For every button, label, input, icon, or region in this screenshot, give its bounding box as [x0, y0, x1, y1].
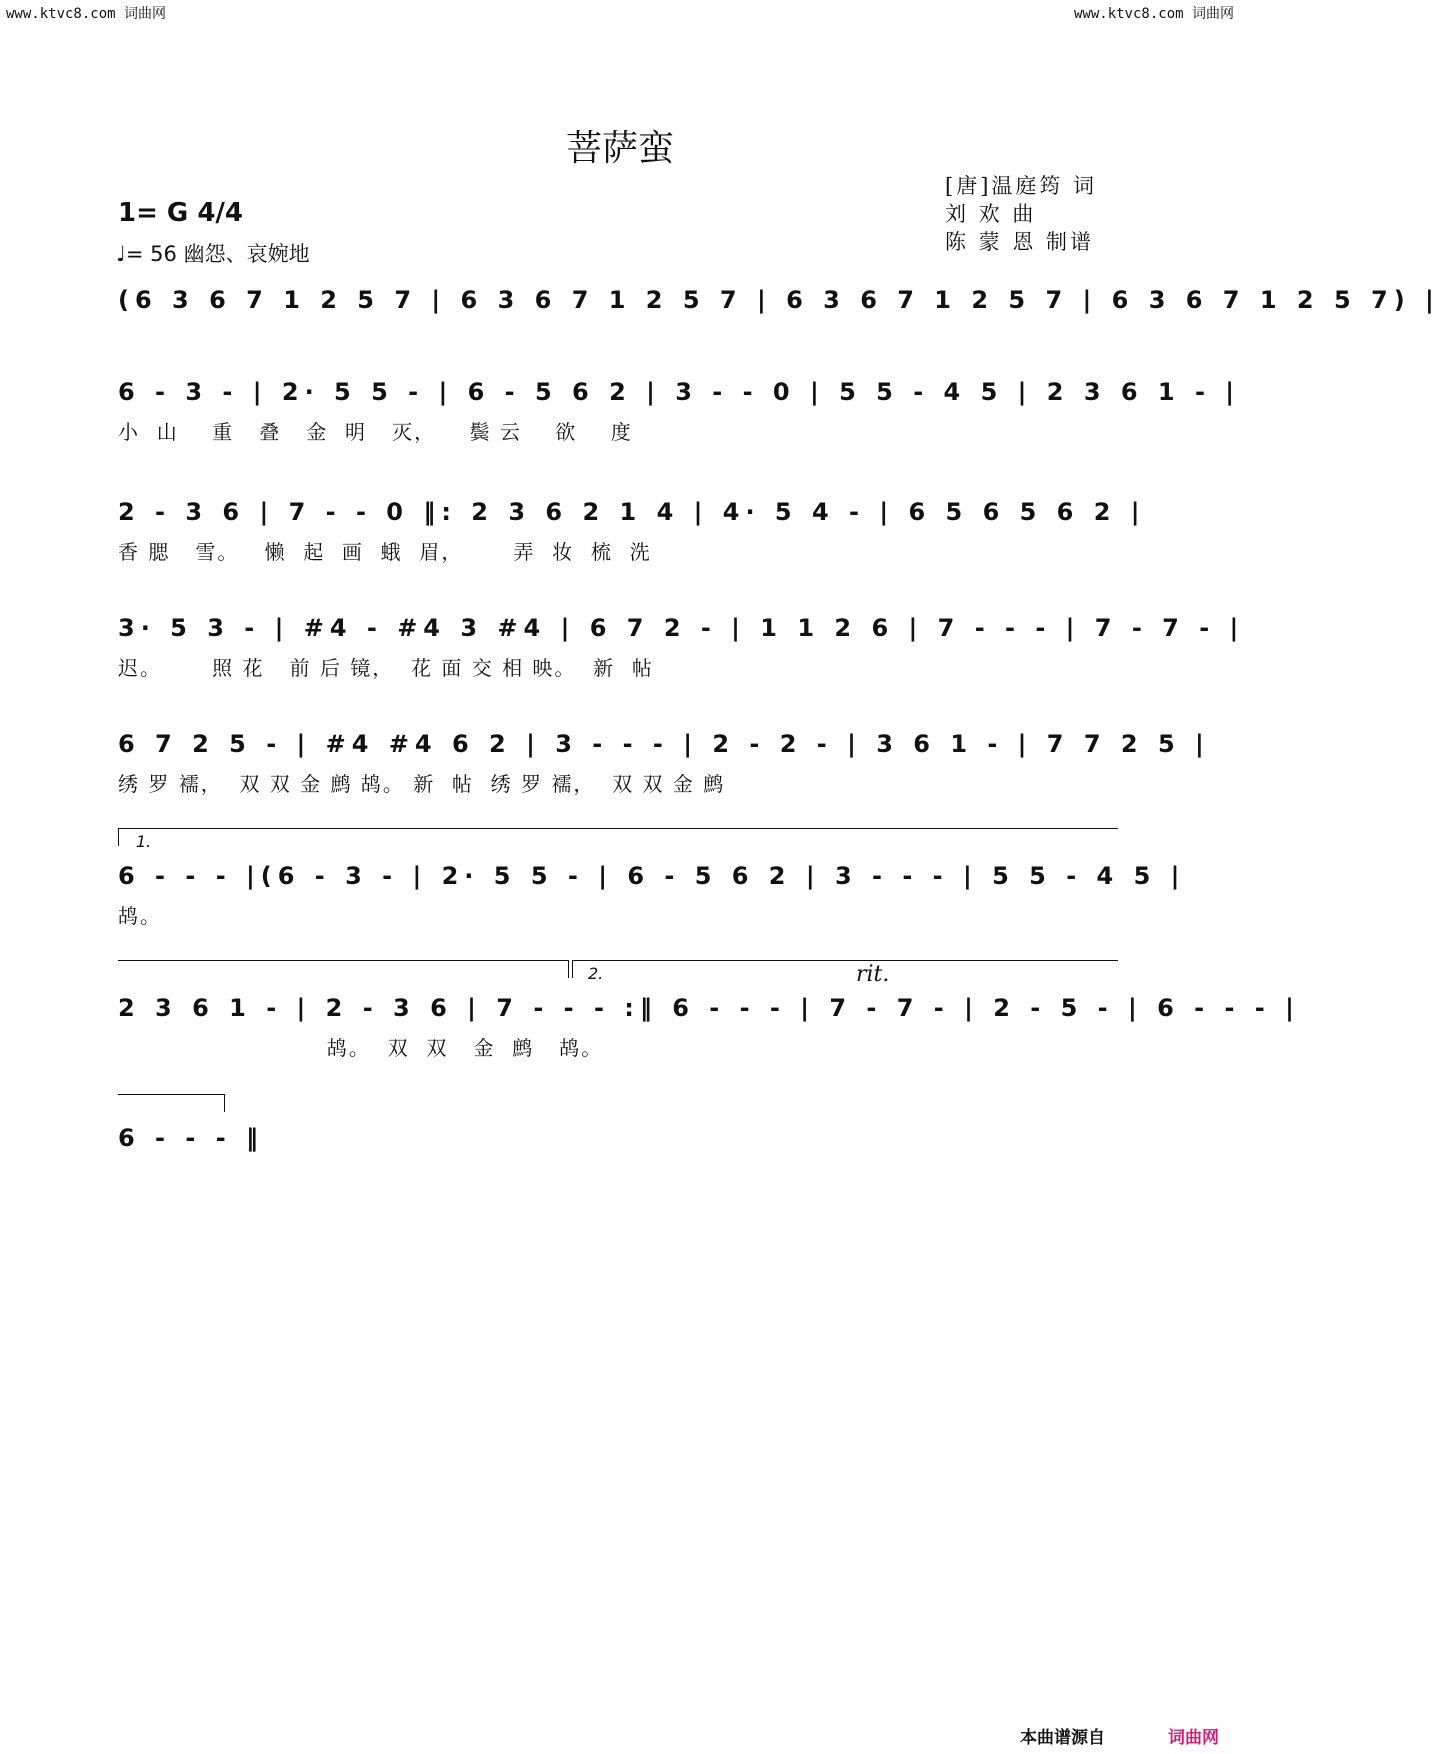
volta-1-bracket-left — [118, 828, 119, 846]
key-signature: 1= G 4/4 — [118, 198, 243, 228]
score-system-7: 2 3 6 1 - | 2 - 3 6 | 7 - - - :‖ 6 - - - | 7 - 7 - | 2 - 5 - | 6 - - - | — [118, 994, 1300, 1022]
volta-2-bracket — [572, 960, 1118, 961]
score-system-1: (6 3 6 7 1 2 5 7 | 6 3 6 7 1 2 5 7 | 6 3 6 7 1 2 5 7 | 6 3 6 7 1 2 5 7) | — [118, 286, 1440, 314]
score-system-3: 2 - 3 6 | 7 - - 0 ‖: 2 3 6 2 1 4 | 4· 5 4 - | 6 5 6 5 6 2 | — [118, 498, 1146, 526]
score-system-8: 6 - - - ‖ — [118, 1124, 265, 1152]
lyricist-credit: [唐]温庭筠 词 — [945, 174, 1098, 198]
volta-2-label: 2. — [588, 964, 604, 983]
ritardando-marking: rit. — [856, 962, 890, 987]
lyrics-system-5: 绣 罗 襦， 双 双 金 鹧 鸪。 新 帖 绣 罗 襦， 双 双 金 鹧 — [118, 772, 726, 796]
header-left: www.ktvc8.com 词曲网 — [6, 6, 167, 22]
composer-credit: 刘 欢 曲 — [945, 202, 1037, 226]
volta-2-bracket-left — [572, 960, 573, 978]
lyrics-system-6: 鸪。 — [118, 904, 162, 928]
lyrics-system-2: 小 山 重 叠 金 明 灭， 鬓 云 欲 度 — [118, 420, 633, 444]
footer-source: 本曲谱源自 — [1020, 1728, 1105, 1748]
tempo-marking: ♩= 56 幽怨、哀婉地 — [116, 242, 310, 266]
volta-1-label: 1. — [136, 832, 152, 851]
lyrics-system-4: 迟。 照 花 前 后 镜， 花 面 交 相 映。 新 帖 — [118, 656, 654, 680]
header-right: www.ktvc8.com 词曲网 — [1073, 6, 1234, 22]
volta-1-bracket-continued — [118, 960, 568, 961]
score-system-5: 6 7 2 5 - | #4 #4 6 2 | 3 - - - | 2 - 2 - | 3 6 1 - | 7 7 2 5 | — [118, 730, 1210, 758]
volta-1-bracket — [118, 828, 1118, 829]
score-system-4: 3· 5 3 - | #4 - #4 3 #4 | 6 7 2 - | 1 1 2 6 | 7 - - - | 7 - 7 - | — [118, 614, 1245, 642]
score-system-6: 6 - - - |(6 - 3 - | 2· 5 5 - | 6 - 5 6 2 | 3 - - - | 5 5 - 4 5 | — [118, 862, 1186, 890]
lyrics-system-3: 香 腮 雪。 懒 起 画 蛾 眉， 弄 妆 梳 洗 — [118, 540, 652, 564]
score-system-2: 6 - 3 - | 2· 5 5 - | 6 - 5 6 2 | 3 - - 0 | 5 5 - 4 5 | 2 3 6 1 - | — [118, 378, 1241, 406]
lyrics-system-7: 鸪。 双 双 金 鹧 鸪。 — [118, 1036, 604, 1060]
page-title: 菩萨蛮 — [565, 128, 674, 169]
volta-2-bracket-end — [224, 1094, 225, 1112]
volta-2-bracket-continued — [118, 1094, 224, 1095]
arranger-credit: 陈 蒙 恩 制谱 — [945, 230, 1095, 254]
footer-brand[interactable]: 词曲网 — [1168, 1728, 1219, 1748]
volta-1-bracket-end — [568, 960, 569, 978]
